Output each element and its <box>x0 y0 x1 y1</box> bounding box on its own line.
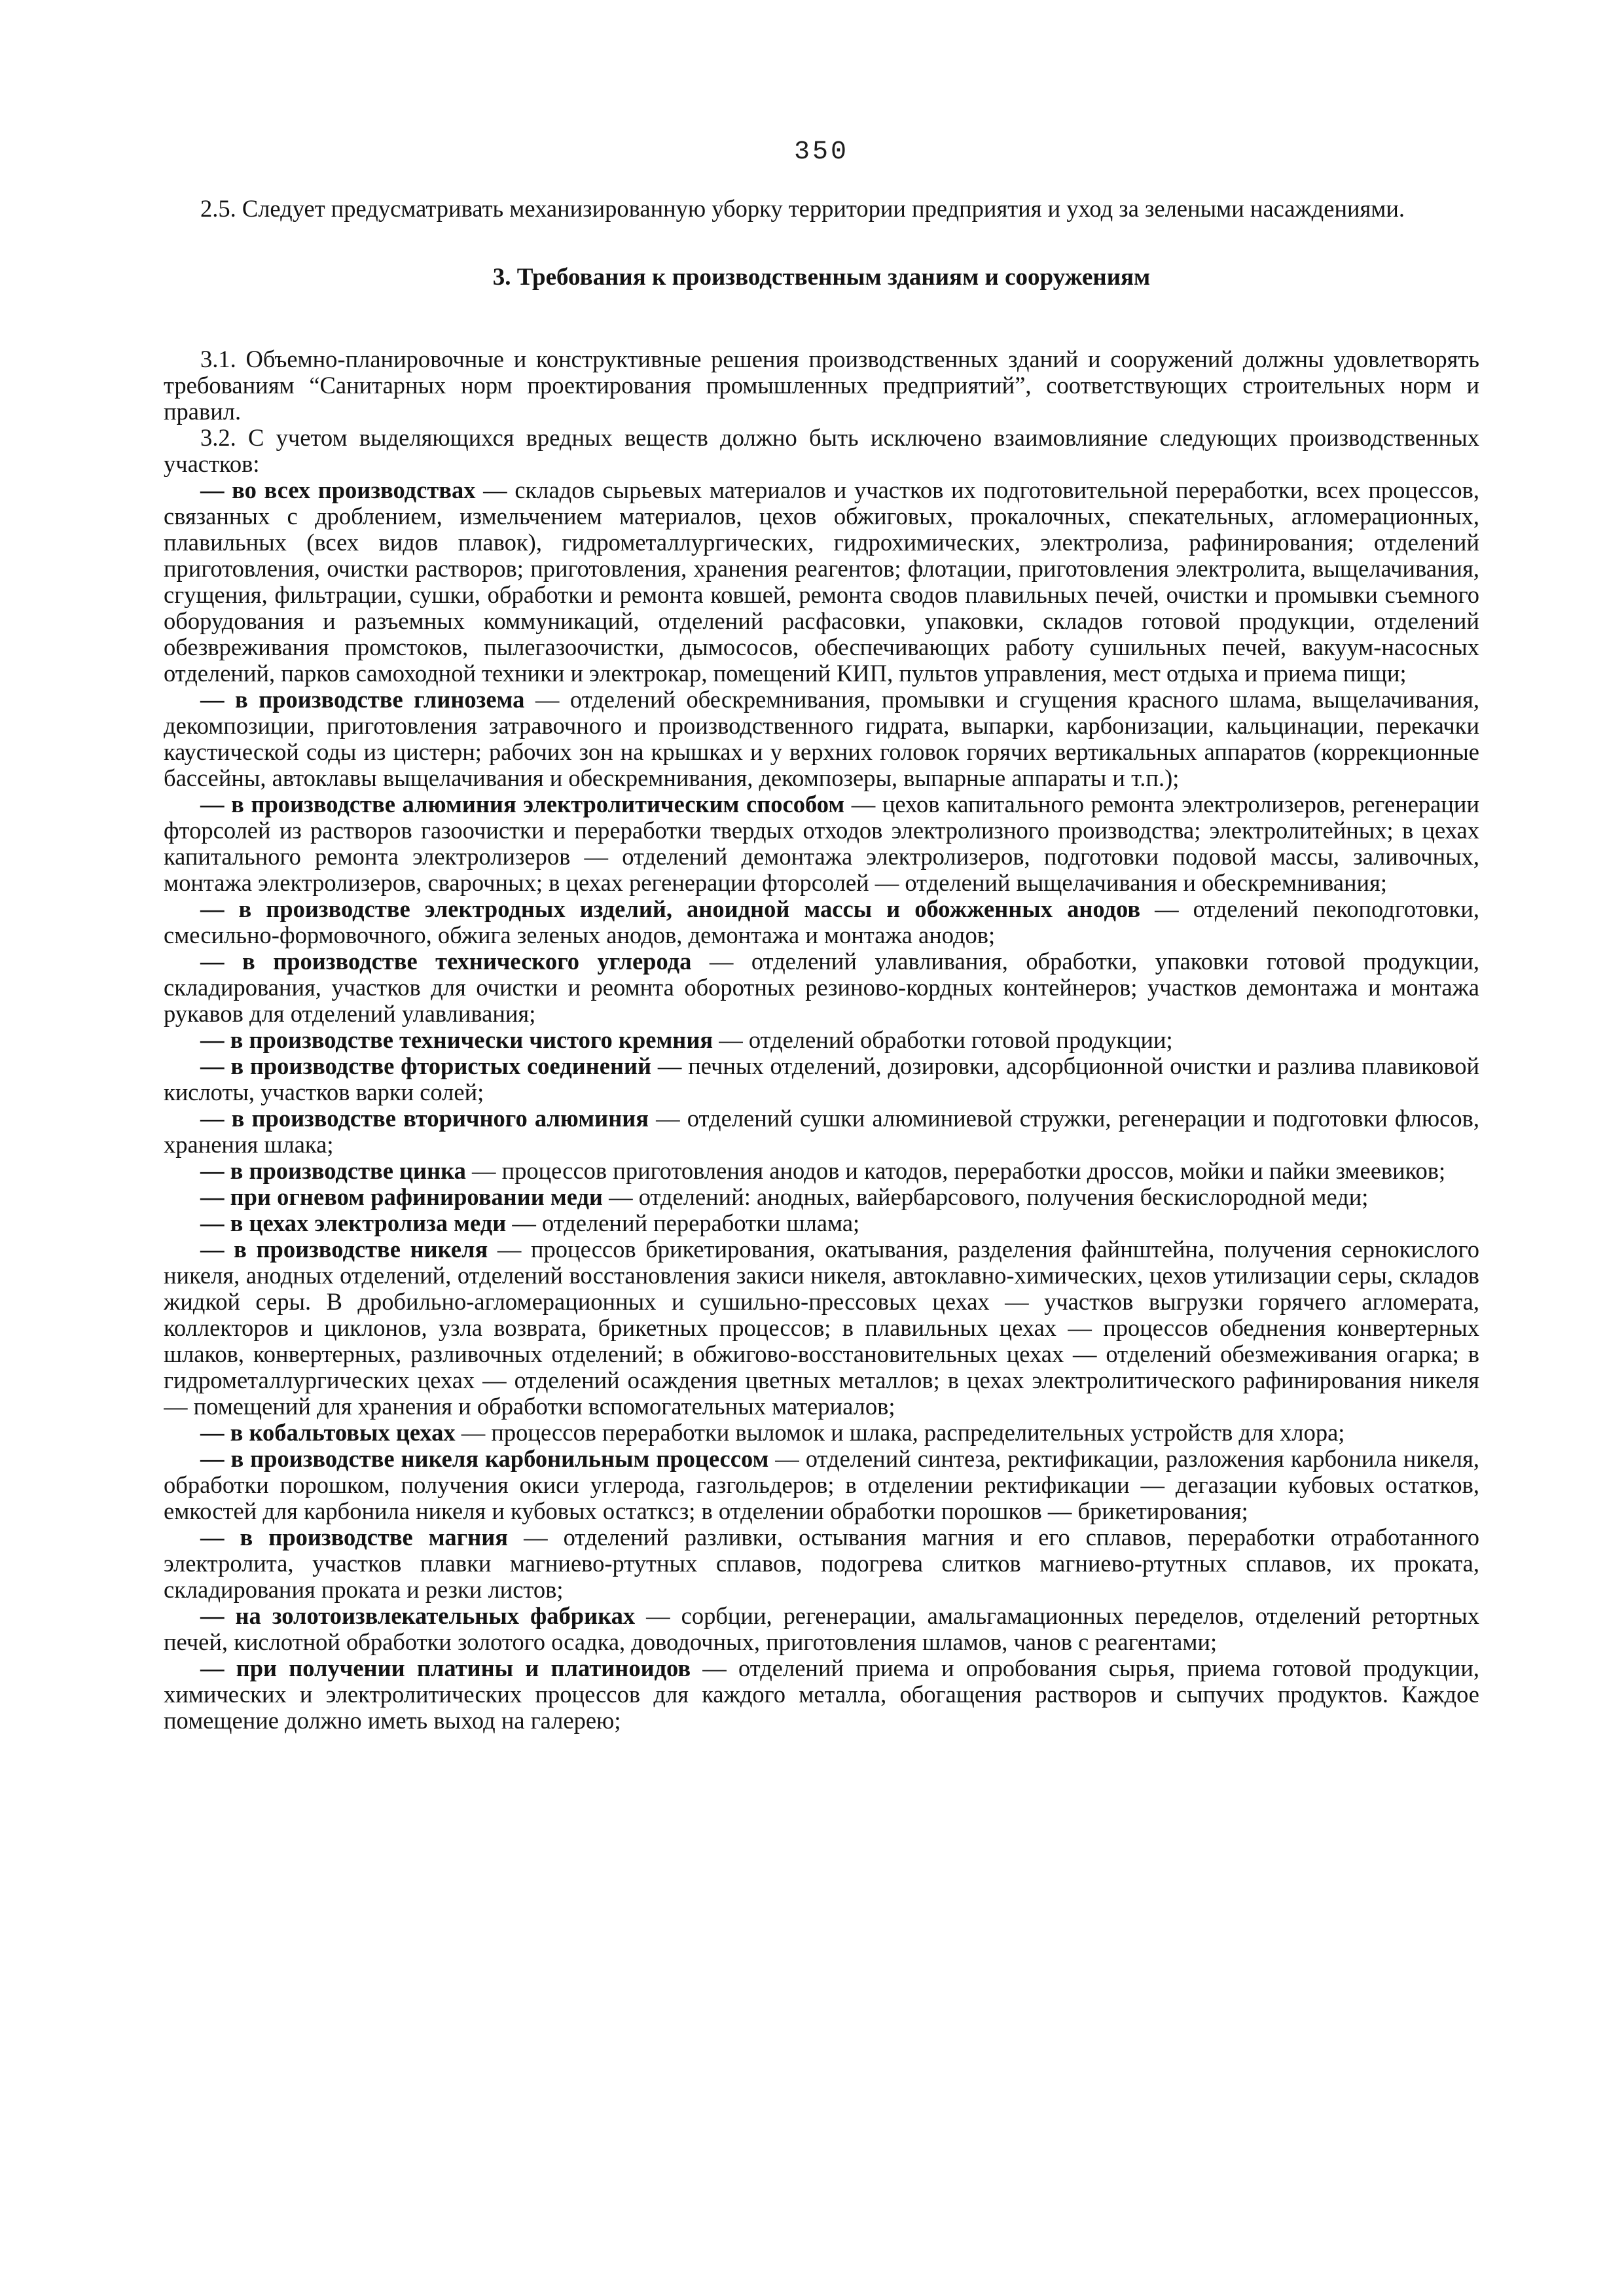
list-item-text: — отделений улавливания, обработки, упаковки готовой продукции, складирования, участков для очистки и реомнта оборотных резиново-кордных контейнеров; участков демонтажа и монтажа рукавов для отделений улавливания; <box>164 948 1479 1027</box>
list-item <box>164 477 1479 687</box>
list-item-text: — сорбции, регенерации, амальгамационных переделов, отделений ретортных печей, кислотной обработки золотого осадка, доводочных, приготовления шламов, чанов с реагентами; <box>164 1602 1479 1655</box>
list-item <box>164 1105 1479 1158</box>
paragraph-3-1: 3.1. Объемно-планировочные и конструктивные решения производственных зданий и сооружений должны удовлетворять требованиям “Санитарных норм проектирования промышленных предприятий”, соответствующих строительных норм и правил. <box>164 346 1479 425</box>
list-item <box>164 1184 1479 1210</box>
list-item <box>164 687 1479 791</box>
list-item-text: — отделений: анодных, вайербарсового, получения бескислородной меди; <box>602 1183 1369 1210</box>
list-item <box>164 948 1479 1027</box>
list-item-lead: — в производстве алюминия электролитическим способом <box>200 791 845 817</box>
list-item <box>164 791 1479 896</box>
list-item-text: — отделений синтеза, ректификации, разложения карбонила никеля, обработки порошком, получения окиси углерода, газгольдеров; в отделении ректификации — дегазации кубовых остатков, емкостей для карбонила никеля и кубовых остатксз; в отделении обработки порошков — брикетирования; <box>164 1445 1479 1524</box>
list-item-text: — отделений обескремнивания, промывки и сгущения красного шлама, выщелачивания, декомпозиции, приготовления затравочного и производственного гидрата, выпарки, карбонизации, кальцинации, перекачки каустической соды из цистерн; рабочих зон на крышках и у верхних головок горячих вертикальных аппаратов (коррекционные бассейны, автоклавы выщелачивания и обескремнивания, декомпозеры, выпарные аппараты и т.п.); <box>164 686 1479 791</box>
list-item <box>164 1236 1479 1420</box>
list-item-text: — процессов брикетирования, окатывания, разделения файнштейна, получения сернокислого никеля, анодных отделений, отделений восстановления закиси никеля, автоклавно-химических, цехов утилизации серы, складов жидкой серы. В дробильно-агломерационных и сушильно-прессовых цехах — участков выгрузки горячего агломерата, коллекторов и циклонов, узла возврата, брикетных процессов; в плавильных цехах — процессов обеднения конвертерных шлаков, конвертерных, разливочных отделений; в обжигово-восстановительных цехах — отделений обезмеживания огарка; в гидрометаллургических цехах — отделений осаждения цветных металлов; в цехах электролитического рафинирования никеля — помещений для хранения и обработки вспомогательных материалов; <box>164 1236 1479 1420</box>
list-item-text: — процессов переработки выломок и шлака, распределительных устройств для хлора; <box>455 1419 1345 1446</box>
list-item <box>164 1210 1479 1236</box>
page-number: 350 <box>793 137 849 167</box>
list-item-lead: — в производстве электродных изделий, аноидной массы и обожженных анодов <box>200 895 1141 922</box>
list-item-lead: — в производстве цинка <box>200 1157 466 1184</box>
list-item-text: — отделений разливки, остывания магния и его сплавов, переработки отработанного электролита, участков плавки магниево-ртутных сплавов, подогрева слитков магниево-ртутных сплавов, их проката, складирования проката и резки листов; <box>164 1524 1479 1603</box>
list-item-lead: — в производстве технического углерода <box>200 948 692 975</box>
list-item <box>164 1446 1479 1524</box>
list-item-lead: — в производстве технически чистого кремния <box>200 1026 713 1053</box>
list-item-text: — процессов приготовления анодов и катодов, переработки дроссов, мойки и пайки змеевиков; <box>465 1157 1446 1184</box>
list-item <box>164 1420 1479 1446</box>
list-item-text: — отделений обработки готовой продукции; <box>713 1026 1173 1053</box>
document-page <box>164 137 1479 2284</box>
list-item-text: — цехов капитального ремонта электролизеров, регенерации фторсолей из растворов газоочистки и переработки твердых отходов электролизного производства; электролитейных; в цехах капитального ремонта электролизеров — отделений демонтажа электролизеров, подготовки подовой массы, заливочных, монтажа электролизеров, сварочных; в цехах регенерации фторсолей — отделений выщелачивания и обескремнивания; <box>164 791 1479 896</box>
list-item-text: — отделений сушки алюминиевой стружки, регенерации и подготовки флюсов, хранения шлака; <box>164 1105 1479 1158</box>
list-item-lead: — в кобальтовых цехах <box>200 1419 456 1446</box>
list-item-lead: — в производстве никеля карбонильным процессом <box>200 1445 769 1472</box>
list-item-text: — отделений пекоподготовки, смесильно-формовочного, обжига зеленых анодов, демонтажа и монтажа анодов; <box>164 895 1479 948</box>
list-item-lead: — при огневом рафинировании меди <box>200 1183 603 1210</box>
list-item <box>164 1655 1479 1734</box>
list-item-lead: — в производстве магния <box>200 1524 509 1551</box>
list-item <box>164 896 1479 948</box>
list-item <box>164 1027 1479 1053</box>
list-item-text: — печных отделений, дозировки, адсорбционной очистки и разлива плавиковой кислоты, участков варки солей; <box>164 1052 1479 1105</box>
list-item-lead: — в производстве фтористых соединений <box>200 1052 652 1079</box>
list-item-lead: — при получении платины и платиноидов <box>200 1655 691 1681</box>
list-item-text: — отделений приема и опробования сырья, приема готовой продукции, химических и электролитических процессов для каждого металла, обогащения растворов и сыпучих продуктов. Каждое помещение должно иметь выход на галерею; <box>164 1655 1479 1734</box>
list-item-lead: — в производстве глинозема <box>200 686 525 713</box>
list-item <box>164 1053 1479 1105</box>
section-title: 3. Требования к производственным зданиям и сооружениям <box>492 264 1151 291</box>
list-item-lead: — в производстве вторичного алюминия <box>200 1105 649 1132</box>
list-item-lead: — в производстве никеля <box>200 1236 488 1263</box>
list-item-text: — отделений переработки шлама; <box>506 1210 860 1236</box>
list-item-lead: — в цехах электролиза меди <box>200 1210 507 1236</box>
list-item-lead: — во всех производствах <box>200 476 476 503</box>
list-item <box>164 1603 1479 1655</box>
paragraph-3-2: 3.2. С учетом выделяющихся вредных веществ должно быть исключено взаимовлияние следующих производственных участков: <box>164 424 1479 477</box>
list-item-lead: — на золотоизвлекательных фабриках <box>200 1602 636 1629</box>
requirements-list <box>164 477 1479 1734</box>
list-item-text: — складов сырьевых материалов и участков их подготовительной переработки, всех процессов, связанных с дроблением, измельчением материалов, цехов обжиговых, прокалочных, спекательных, агломерационных, плавильных (всех видов плавок), гидрометаллургических, гидрохимических, электролиза, рафинирования; отделений приготовления, очистки растворов; приготовления, хранения реагентов; флотации, приготовления электролита, выщелачивания, сгущения, фильтрации, сушки, обработки и ремонта ковшей, ремонта сводов плавильных печей, очистки и промывки съемного оборудования и разъемных коммуникаций, отделений расфасовки, упаковки, складов готовой продукции, отделений обезвреживания промстоков, пылегазоочистки, дымососов, обеспечивающих работу сушильных печей, вакуум-насосных отделений, парков самоходной техники и электрокар, помещений КИП, пультов управления, мест отдыха и приема пищи; <box>164 476 1479 687</box>
list-item <box>164 1524 1479 1603</box>
list-item <box>164 1158 1479 1184</box>
paragraph-2-5: 2.5. Следует предусматривать механизированную уборку территории предприятия и уход за зелеными насаждениями. <box>200 195 1405 222</box>
